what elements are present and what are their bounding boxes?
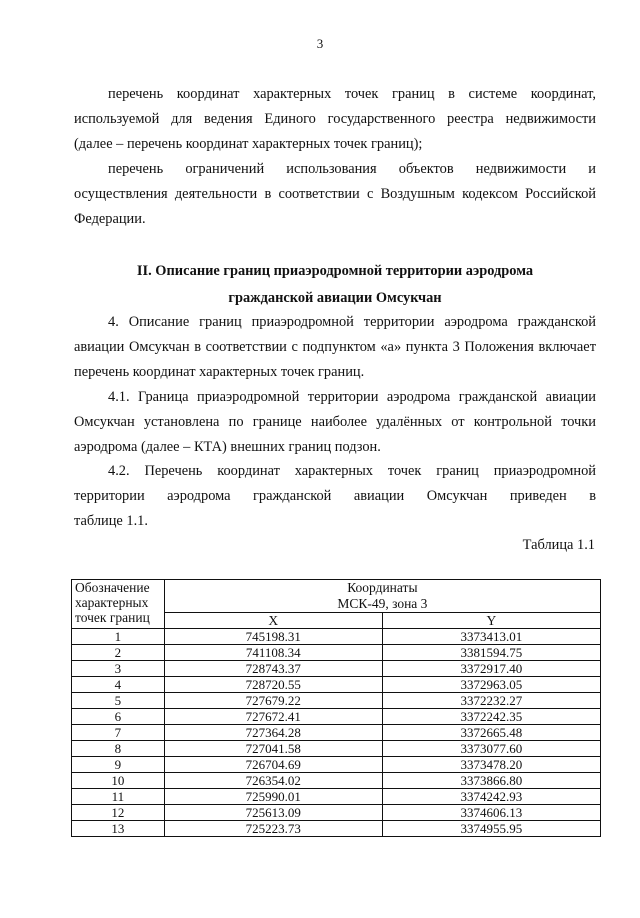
coord-y: 3372917.40 <box>460 661 523 676</box>
coord-x-cell <box>164 773 382 789</box>
header-coordinates-group <box>164 580 600 613</box>
section-heading <box>74 258 596 312</box>
text-line: таблице 1.1. <box>74 513 148 529</box>
paragraph-restrictions-list <box>74 157 596 232</box>
table-row <box>72 629 601 645</box>
coord-y: 3372232.27 <box>460 693 523 708</box>
table-row <box>72 789 601 805</box>
paragraph-coordinates-list <box>74 82 596 157</box>
coord-y-cell <box>382 821 600 837</box>
text-line: Омсукчан установлена по границе наиболее удалённых от контрольной точки <box>74 414 596 430</box>
point-number-cell <box>72 741 165 757</box>
coord-x: 728720.55 <box>245 677 301 692</box>
text-line: осуществления деятельности в соответствии с Воздушным кодексом Российской <box>74 186 596 202</box>
point-number: 5 <box>114 693 122 708</box>
point-number-cell <box>72 693 165 709</box>
coord-y-cell <box>382 709 600 725</box>
coord-x: 725990.01 <box>245 789 301 804</box>
coord-x: 726704.69 <box>245 757 301 772</box>
coord-y-cell <box>382 661 600 677</box>
point-number-cell <box>72 805 165 821</box>
point-number-cell <box>72 629 165 645</box>
point-number: 12 <box>111 805 125 820</box>
point-number: 8 <box>114 741 122 756</box>
point-number-cell <box>72 757 165 773</box>
heading-line: II. Описание границ приаэродромной территории аэродрома <box>136 263 534 279</box>
point-number: 10 <box>111 773 125 788</box>
coord-x: 725613.09 <box>245 805 301 820</box>
coord-x-cell <box>164 821 382 837</box>
text-line: Федерации. <box>74 211 146 227</box>
table-row <box>72 757 601 773</box>
point-number-cell <box>72 645 165 661</box>
heading-line: гражданской авиации Омсукчан <box>228 290 442 306</box>
point-number-cell <box>72 773 165 789</box>
coord-y: 3373413.01 <box>460 629 523 644</box>
coord-y-cell <box>382 693 600 709</box>
table-row <box>72 725 601 741</box>
point-number: 2 <box>114 645 122 660</box>
point-number: 7 <box>114 725 122 740</box>
point-number: 9 <box>114 757 122 772</box>
table-row <box>72 709 601 725</box>
point-number: 13 <box>111 821 125 836</box>
coord-y: 3381594.75 <box>460 645 523 660</box>
text-line: аэродрома (далее – КТА) внешних границ подзон. <box>74 439 381 455</box>
point-number: 11 <box>111 789 125 804</box>
coord-x-cell <box>164 757 382 773</box>
text-line: перечень координат характерных точек границ в системе координат, <box>108 86 596 102</box>
coord-y: 3372665.48 <box>460 725 523 740</box>
coord-y: 3372242.35 <box>460 709 523 724</box>
coord-x: 745198.31 <box>245 629 301 644</box>
coord-x-cell <box>164 709 382 725</box>
coord-x-cell <box>164 693 382 709</box>
coord-x-cell <box>164 805 382 821</box>
text-line: перечень ограничений использования объектов недвижимости и <box>108 161 596 177</box>
coord-x: 725223.73 <box>245 821 301 836</box>
coord-x-cell <box>164 725 382 741</box>
table-row <box>72 741 601 757</box>
coord-x: 728743.37 <box>245 661 301 676</box>
header-x: X <box>164 613 382 629</box>
coord-y-cell <box>382 629 600 645</box>
point-number: 4 <box>114 677 122 692</box>
point-number: 6 <box>114 709 122 724</box>
text-line: перечень координат характерных точек границ. <box>74 364 365 380</box>
coord-y: 3374242.93 <box>460 789 523 804</box>
coord-y-cell <box>382 645 600 661</box>
point-number-cell <box>72 661 165 677</box>
header-label-line: характерных <box>75 595 149 610</box>
coord-x: 726354.02 <box>245 773 301 788</box>
table-row <box>72 645 601 661</box>
coord-x-cell <box>164 789 382 805</box>
coord-x: 727041.58 <box>245 741 301 756</box>
coord-x-cell <box>164 645 382 661</box>
paragraph-4-2 <box>74 459 596 534</box>
text-line: авиации Омсукчан в соответствии с подпунктом «а» пункта 3 Положения включает <box>74 339 596 355</box>
point-number-cell <box>72 789 165 805</box>
coord-x: 727672.41 <box>245 709 301 724</box>
coord-y: 3374606.13 <box>460 805 523 820</box>
point-number-cell <box>72 677 165 693</box>
header-group-line: Координаты <box>347 580 418 595</box>
coord-x-cell <box>164 677 382 693</box>
coordinates-table <box>71 579 601 837</box>
coord-x: 727364.28 <box>245 725 301 740</box>
coord-x-cell <box>164 629 382 645</box>
table-caption: Таблица 1.1 <box>522 537 595 553</box>
table-row <box>72 773 601 789</box>
coord-y: 3373478.20 <box>460 757 523 772</box>
header-point-label <box>72 580 165 629</box>
table-row <box>72 661 601 677</box>
coord-y-cell <box>382 725 600 741</box>
coord-y: 3374955.95 <box>460 821 523 836</box>
header-label-line: Обозначение <box>75 580 150 595</box>
header-label-line: точек границ <box>75 610 150 625</box>
paragraph-4-1 <box>74 385 596 460</box>
coord-x-cell <box>164 741 382 757</box>
coord-x: 741108.34 <box>245 645 301 660</box>
point-number-cell <box>72 725 165 741</box>
text-line: 4. Описание границ приаэродромной территории аэродрома гражданской <box>108 314 596 330</box>
table-row <box>72 693 601 709</box>
coord-y: 3372963.05 <box>460 677 523 692</box>
point-number-cell <box>72 709 165 725</box>
text-line: используемой для ведения Единого государственного реестра недвижимости <box>74 111 596 127</box>
header-y: Y <box>382 613 600 629</box>
coord-x: 727679.22 <box>245 693 301 708</box>
header-group-line: МСК-49, зона 3 <box>337 596 428 611</box>
text-line: (далее – перечень координат характерных точек границ); <box>74 136 423 152</box>
table-row <box>72 821 601 837</box>
coord-y: 3373077.60 <box>460 741 523 756</box>
point-number: 3 <box>114 661 122 676</box>
page-number: 3 <box>316 36 324 51</box>
point-number: 1 <box>114 629 122 644</box>
coord-y-cell <box>382 741 600 757</box>
coord-x-cell <box>164 661 382 677</box>
text-line: 4.1. Граница приаэродромной территории аэродрома гражданской авиации <box>108 389 596 405</box>
text-line: 4.2. Перечень координат характерных точек границ приаэродромной <box>108 463 596 479</box>
table-row <box>72 677 601 693</box>
coord-y-cell <box>382 773 600 789</box>
coord-y-cell <box>382 805 600 821</box>
coord-y-cell <box>382 757 600 773</box>
coord-y-cell <box>382 677 600 693</box>
paragraph-4 <box>74 310 596 385</box>
table-row <box>72 805 601 821</box>
text-line: территории аэродрома гражданской авиации Омсукчан приведен в <box>74 488 596 504</box>
coord-y-cell <box>382 789 600 805</box>
point-number-cell <box>72 821 165 837</box>
coord-y: 3373866.80 <box>460 773 523 788</box>
